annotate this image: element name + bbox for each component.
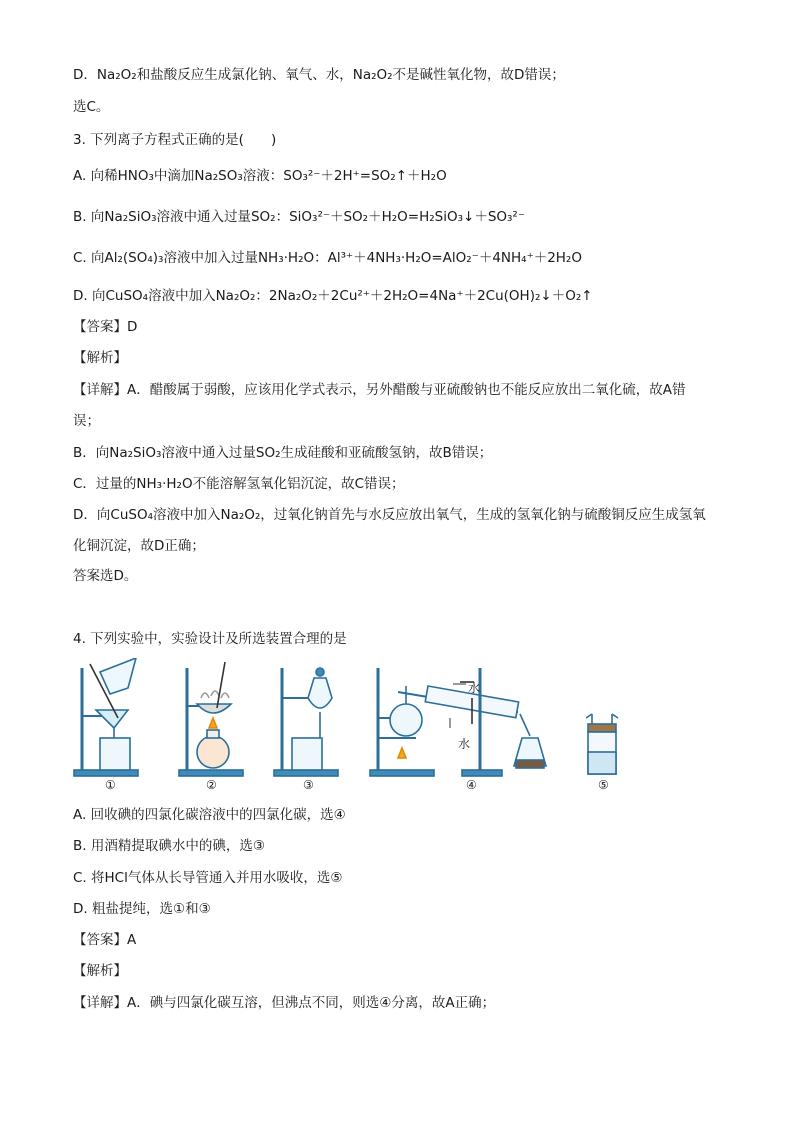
q4-answer: 【答案】A: [73, 932, 137, 948]
q4-option-d: D. 粗盐提纯，选①和③: [73, 901, 211, 917]
apparatus-2-evaporation: [179, 662, 243, 776]
figure-label-1: ①: [105, 778, 116, 792]
apparatus-figure: [70, 658, 630, 794]
q2-option-d-explanation: D．Na₂O₂和盐酸反应生成氯化钠、氧气、水，Na₂O₂不是碱性氧化物，故D错误；: [73, 67, 565, 83]
q2-conclusion: 选C。: [73, 99, 110, 115]
q3-conclusion: 答案选D。: [73, 568, 138, 584]
q3-option-d: D. 向CuSO₄溶液中加入Na₂O₂：2Na₂O₂＋2Cu²⁺＋2H₂O=4Na⁺＋2Cu(OH)₂↓＋O₂↑: [73, 288, 593, 304]
q3-stem: 3. 下列离子方程式正确的是( ): [73, 132, 277, 148]
q4-analysis-label: 【解析】: [73, 963, 127, 979]
apparatus-5-gas-bottle: [586, 714, 618, 774]
q3-analysis-label: 【解析】: [73, 350, 127, 366]
q4-option-b: B. 用酒精提取碘水中的碘，选③: [73, 838, 265, 854]
figure-label-2: ②: [206, 778, 217, 792]
q3-detail-b: B．向Na₂SiO₃溶液中通入过量SO₂生成硅酸和亚硫酸氢钠，故B错误；: [73, 445, 493, 461]
q3-detail-d-line1: D．向CuSO₄溶液中加入Na₂O₂，过氧化钠首先与水反应放出氧气，生成的氢氧化钠与硫酸铜反应生成氢氧: [73, 507, 706, 523]
q3-detail-d-line2: 化铜沉淀，故D正确；: [73, 538, 205, 554]
q3-option-b: B. 向Na₂SiO₃溶液中通入过量SO₂：SiO₃²⁻＋SO₂＋H₂O=H₂SiO₃↓＋SO₃²⁻: [73, 209, 525, 225]
apparatus-3-separatory-funnel: [274, 668, 338, 776]
q3-option-c: C. 向Al₂(SO₄)₃溶液中加入过量NH₃·H₂O：Al³⁺＋4NH₃·H₂O=AlO₂⁻＋4NH₄⁺＋2H₂O: [73, 250, 582, 266]
apparatus-1-filtration: [74, 658, 138, 776]
figure-label-4: ④: [466, 778, 477, 792]
water-out-label: 水: [468, 681, 481, 695]
q3-detail-c: C．过量的NH₃·H₂O不能溶解氢氧化铝沉淀，故C错误；: [73, 476, 405, 492]
q4-option-a: A. 回收碘的四氯化碳溶液中的四氯化碳，选④: [73, 807, 346, 823]
water-in-label: 水: [458, 737, 471, 751]
q4-option-c: C. 将HCl气体从长导管通入并用水吸收，选⑤: [73, 870, 343, 886]
q3-option-a: A. 向稀HNO₃中滴加Na₂SO₃溶液：SO₃²⁻＋2H⁺=SO₂↑＋H₂O: [73, 168, 447, 184]
q3-detail-a-line1: 【详解】A．醋酸属于弱酸，应该用化学式表示，另外醋酸与亚硫酸钠也不能反应放出二氧化硫，故A错: [73, 382, 686, 398]
q3-detail-a-line2: 误；: [73, 413, 100, 429]
q4-detail-a: 【详解】A．碘与四氯化碳互溶，但沸点不同，则选④分离，故A正确；: [73, 995, 496, 1011]
q4-stem: 4. 下列实验中，实验设计及所选装置合理的是: [73, 631, 347, 647]
q3-answer: 【答案】D: [73, 319, 138, 335]
figure-label-3: ③: [303, 778, 314, 792]
figure-label-5: ⑤: [598, 778, 609, 792]
